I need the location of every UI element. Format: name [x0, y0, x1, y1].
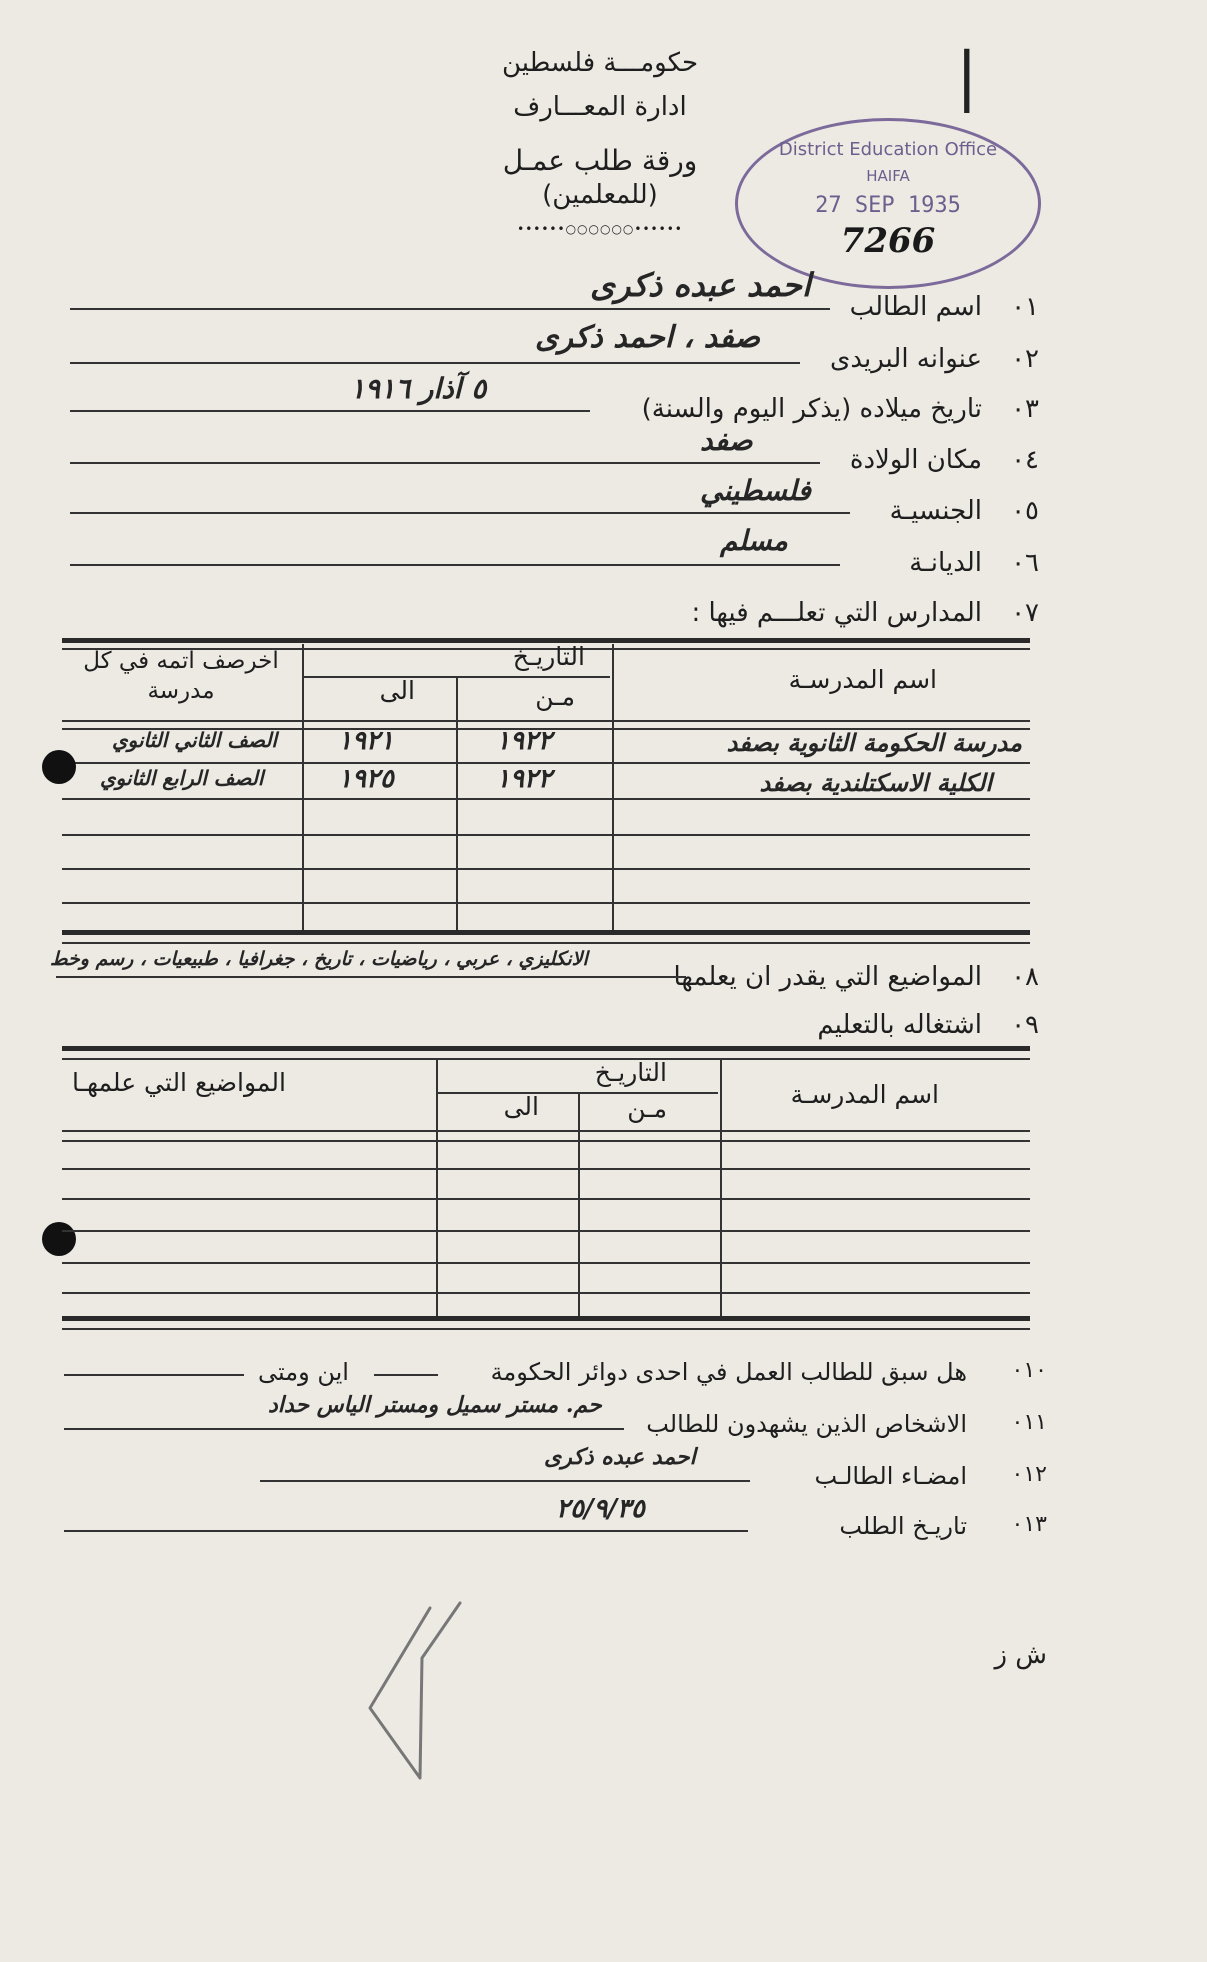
field-1-line — [70, 308, 830, 310]
stamp-city: HAIFA — [866, 167, 910, 185]
field-1-value: احمد عبده ذكرى — [590, 266, 811, 304]
field-2-line — [70, 362, 800, 364]
table-row-line — [62, 798, 1030, 800]
form-subtitle: (للمعلمين) — [542, 180, 658, 210]
field-9-label: اشتغاله بالتعليم — [817, 1010, 982, 1040]
field-11-line — [64, 1428, 624, 1430]
field-4-value: صفد — [700, 424, 753, 457]
field-12-number: ٠١٢ — [1011, 1462, 1047, 1487]
field-3-line — [70, 410, 590, 412]
government-title: حكومـــة فلسطين — [501, 48, 699, 78]
field-10-label: هل سبق للطالب العمل في احدى دوائر الحكومة — [490, 1358, 967, 1386]
field-13-label: تاريـخ الطلب — [839, 1512, 967, 1540]
field-4-number: ٠٤ — [1011, 445, 1039, 475]
col-divider-3 — [720, 1058, 722, 1320]
field-5-line — [70, 512, 850, 514]
pencil-mark — [360, 1598, 480, 1788]
table-header-bottom — [62, 720, 1030, 722]
table-row-line — [62, 1140, 1030, 1142]
row-1-from: ١٩٢٢ — [496, 726, 552, 756]
table-row-line — [62, 1230, 1030, 1232]
field-13-value: ٢٥/٩/٣٥ — [556, 1494, 645, 1524]
col-divider-1 — [302, 644, 304, 934]
field-3-label: تاريخ ميلاده (يذكر اليوم والسنة) — [641, 394, 982, 424]
field-2-number: ٠٢ — [1011, 344, 1039, 374]
schools-header-school: اسم المدرسـة — [788, 665, 937, 694]
row-2-from: ١٩٢٢ — [496, 764, 552, 794]
binder-hole — [42, 1222, 76, 1256]
col-divider-1 — [436, 1058, 438, 1320]
field-10-number: ٠١٠ — [1011, 1358, 1047, 1383]
teaching-header-from: مـن — [627, 1094, 667, 1123]
margin-mark: | — [956, 40, 978, 114]
col-divider-3 — [612, 644, 614, 934]
field-8-value: الانكليزي ، عربي ، رياضيات ، تاريخ ، جغرافيا ، طبيعيات ، رسم وخط — [50, 948, 588, 970]
row-2-school: الكلية الاسكتلندية بصفد — [759, 768, 992, 797]
field-7-number: ٠٧ — [1011, 598, 1039, 628]
stamp-date: 27 SEP 1935 — [815, 193, 961, 218]
field-10-label2: اين ومتى — [258, 1358, 349, 1386]
row-2-to: ١٩٢٥ — [338, 764, 394, 794]
table-row-line — [62, 1292, 1030, 1294]
header-ornament: ••••••○○○○○○•••••• — [517, 222, 683, 236]
field-11-number: ٠١١ — [1011, 1410, 1047, 1435]
table-top-border-2 — [62, 1058, 1030, 1060]
field-2-value: صفد ، احمد ذكرى — [535, 320, 761, 355]
table-bottom-border — [62, 1316, 1030, 1321]
field-12-line — [260, 1480, 750, 1482]
field-1-number: ٠١ — [1011, 292, 1039, 322]
teaching-header-subjects: المواضيع التي علمهـا — [72, 1068, 286, 1097]
field-5-number: ٠٥ — [1011, 496, 1039, 526]
field-5-value: فلسطيني — [700, 474, 811, 507]
schools-header-to: الى — [379, 676, 415, 705]
field-8-label: المواضيع التي يقدر ان يعلمها — [673, 962, 982, 992]
field-2-label: عنوانه البريدى — [829, 344, 982, 374]
field-4-label: مكان الولادة — [849, 445, 982, 475]
table-row-line — [62, 834, 1030, 836]
row-2-last-class: الصف الرابع الثانوي — [100, 766, 264, 790]
row-1-last-class: الصف الثاني الثانوي — [112, 728, 277, 752]
teaching-header-date: التاريـخ — [594, 1058, 667, 1087]
table-bottom-border-2 — [62, 1328, 1030, 1330]
office-stamp — [735, 118, 1041, 289]
table-top-border — [62, 1046, 1030, 1051]
binder-hole — [42, 750, 76, 784]
schools-header-last-class: اخرصف اتمه في كل مدرسة — [83, 648, 279, 704]
field-13-number: ٠١٣ — [1011, 1512, 1047, 1537]
field-6-number: ٠٦ — [1011, 548, 1039, 578]
field-8-number: ٠٨ — [1011, 962, 1039, 992]
teaching-header-school: اسم المدرسـة — [790, 1080, 939, 1109]
field-10-line-a — [374, 1374, 438, 1376]
schools-header-from: مـن — [535, 682, 575, 711]
field-10-line-b — [64, 1374, 244, 1376]
footer-code: ش ز — [994, 1640, 1047, 1670]
field-7-label: المدارس التي تعلـــم فيها : — [691, 598, 982, 628]
schools-header-date: التاريـخ — [512, 642, 585, 671]
table-row-line — [62, 1262, 1030, 1264]
table-row-line — [62, 868, 1030, 870]
field-4-line — [70, 462, 820, 464]
field-12-value: احمد عبده ذكرى — [544, 1444, 696, 1470]
stamp-office-text: District Education Office — [778, 139, 998, 160]
field-6-label: الديانـة — [909, 548, 982, 578]
field-8-line — [56, 976, 686, 978]
table-row-line — [62, 1198, 1030, 1200]
field-12-label: امضـاء الطالـب — [814, 1462, 967, 1490]
stamp-number: 7266 — [840, 221, 936, 261]
row-1-school: مدرسة الحكومة الثانوية بصفد — [726, 728, 1022, 757]
field-6-value: مسلم — [720, 524, 788, 557]
col-divider-2 — [578, 1092, 580, 1320]
field-3-number: ٠٣ — [1011, 394, 1039, 424]
table-row-line — [62, 902, 1030, 904]
field-6-line — [70, 564, 840, 566]
row-1-to: ١٩٢١ — [338, 726, 394, 756]
field-1-label: اسم الطالب — [849, 292, 982, 322]
department-title: ادارة المعـــارف — [513, 92, 687, 122]
table-bottom-border — [62, 930, 1030, 935]
field-11-value: حم. مستر سميل ومستر الياس حداد — [268, 1392, 602, 1418]
table-row-line — [62, 1130, 1030, 1132]
table-row-line — [62, 1168, 1030, 1170]
field-5-label: الجنسيـة — [889, 496, 982, 526]
field-11-label: الاشخاص الذين يشهدون للطالب — [646, 1410, 967, 1438]
col-divider-2 — [456, 676, 458, 934]
field-9-number: ٠٩ — [1011, 1010, 1039, 1040]
field-13-line — [64, 1530, 748, 1532]
form-title: ورقة طلب عمـل — [502, 144, 698, 177]
table-bottom-border-2 — [62, 942, 1030, 944]
field-3-value: ٥ آذار ١٩١٦ — [350, 372, 487, 405]
teaching-header-to: الى — [503, 1092, 539, 1121]
